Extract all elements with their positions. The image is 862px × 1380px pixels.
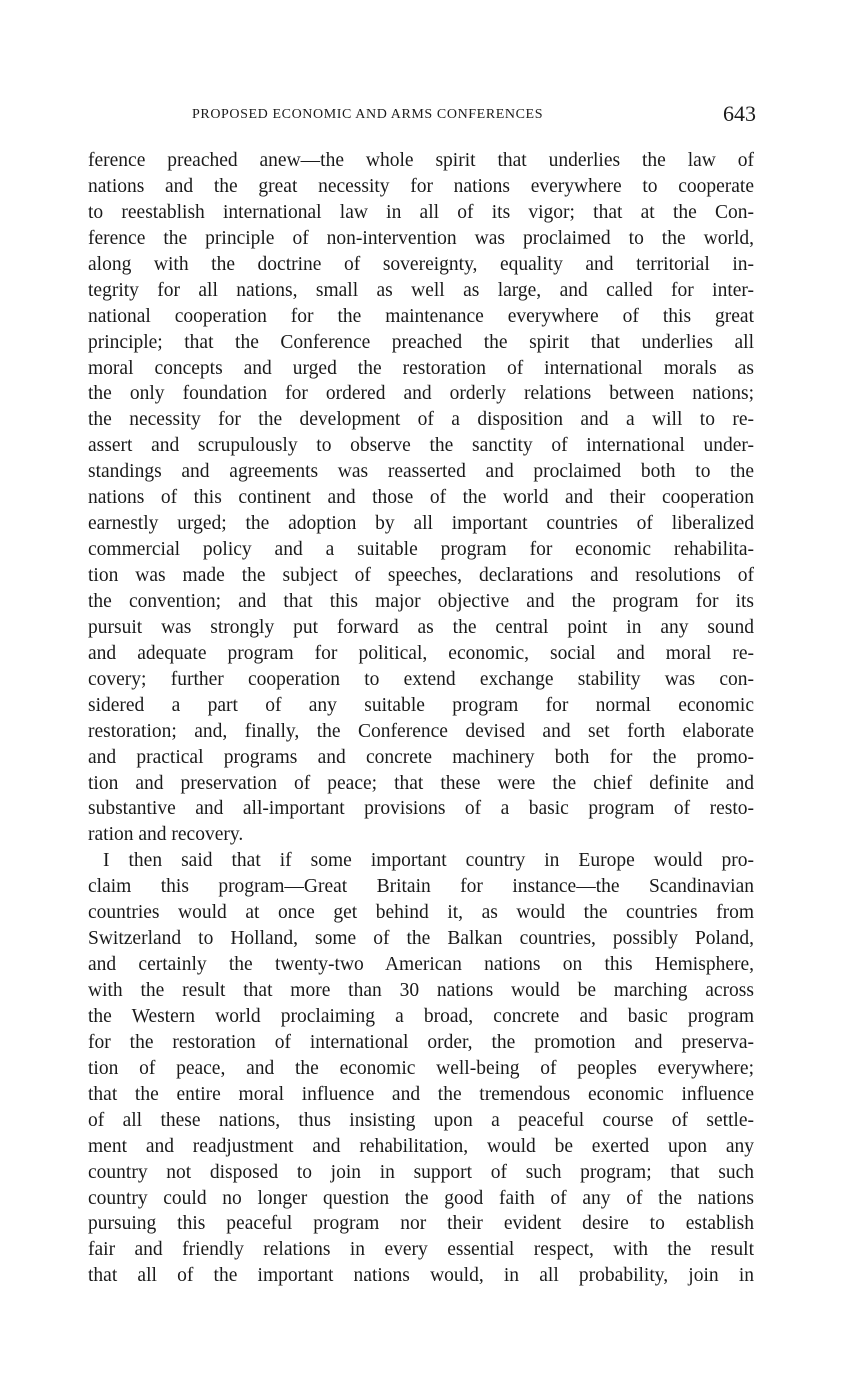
text-line: the Western world proclaiming a broad, concrete and basic program (88, 1005, 754, 1027)
text-line: nations of this continent and those of the world and their cooperation (88, 487, 754, 509)
text-line: ment and readjustment and rehabilitation, would be exerted upon any (88, 1135, 754, 1157)
text-line: ference preached anew—the whole spirit that underlies the law of (88, 150, 754, 171)
text-line: fair and friendly relations in every essential respect, with the result (88, 1239, 754, 1261)
text-line: with the result that more than 30 nations would be marching across (88, 980, 754, 1001)
text-line: moral concepts and urged the restoration of international morals as (88, 357, 754, 379)
text-line: claim this program—Great Britain for instance—the Scandinavian (88, 876, 754, 898)
text-line: tion was made the subject of speeches, declarations and resolutions of (88, 565, 754, 586)
page-number: 643 (723, 101, 756, 126)
text-line: assert and scrupulously to observe the sanctity of international under- (88, 435, 754, 457)
text-line: pursuit was strongly put forward as the central point in any sound (88, 616, 754, 638)
text-line: standings and agreements was reasserted and proclaimed both to the (88, 461, 754, 483)
text-line: the necessity for the development of a disposition and a will to re- (88, 409, 754, 431)
text-line: country could no longer question the good faith of any of the nations (88, 1187, 754, 1209)
text-line: national cooperation for the maintenance everywhere of this great (88, 305, 754, 327)
text-line: ration and recovery. (88, 824, 244, 846)
text-line: commercial policy and a suitable program for economic rehabilita- (88, 539, 754, 561)
text-line: restoration; and, finally, the Conference devised and set forth elaborate (88, 720, 754, 742)
text-line: that all of the important nations would, in all probability, join in (88, 1265, 754, 1287)
text-line: pursuing this peaceful program nor their evident desire to establish (88, 1213, 754, 1235)
text-line: substantive and all-important provisions of a basic program of resto- (88, 798, 754, 820)
text-line: that the entire moral influence and the tremendous economic influence (88, 1083, 754, 1105)
text-line: principle; that the Conference preached the spirit that underlies all (88, 331, 754, 353)
text-line: nations and the great necessity for nations everywhere to cooperate (88, 175, 754, 197)
text-line: country not disposed to join in support of such program; that such (88, 1161, 754, 1183)
paragraph-1 (88, 148, 754, 848)
text-line: I then said that if some important country in Europe would pro- (103, 850, 754, 872)
text-line: earnestly urged; the adoption by all important countries of liberalized (88, 513, 754, 535)
running-title: PROPOSED ECONOMIC AND ARMS CONFERENCES (192, 107, 544, 122)
text-line: for the restoration of international order, the promotion and preserva- (88, 1031, 754, 1053)
text-line: and practical programs and concrete machinery both for the promo- (88, 746, 754, 768)
body-text (88, 148, 754, 1289)
text-line: Switzerland to Holland, some of the Balkan countries, possibly Poland, (88, 928, 754, 950)
text-line: tion and preservation of peace; that these were the chief definite and (88, 772, 754, 794)
text-line: covery; further cooperation to extend exchange stability was con- (88, 668, 754, 690)
text-line: the only foundation for ordered and orderly relations between nations; (88, 383, 754, 405)
text-line: of all these nations, thus insisting upon a peaceful course of settle- (88, 1109, 754, 1131)
text-line: and adequate program for political, economic, social and moral re- (88, 642, 754, 664)
text-line: tegrity for all nations, small as well as large, and called for inter- (88, 279, 754, 301)
running-head (88, 103, 758, 131)
text-line: the convention; and that this major objective and the program for its (88, 590, 754, 612)
text-line: and certainly the twenty-two American nations on this Hemisphere, (88, 954, 754, 976)
text-line: along with the doctrine of sovereignty, equality and territorial in- (88, 253, 754, 275)
text-line: tion of peace, and the economic well-being of peoples everywhere; (88, 1057, 754, 1079)
text-line: ference the principle of non-intervention was proclaimed to the world, (88, 227, 754, 249)
text-line: sidered a part of any suitable program for normal economic (88, 694, 754, 716)
text-line: to reestablish international law in all of its vigor; that at the Con- (88, 201, 754, 223)
paragraph-2 (88, 848, 754, 1289)
text-line: countries would at once get behind it, as would the countries from (88, 902, 754, 924)
